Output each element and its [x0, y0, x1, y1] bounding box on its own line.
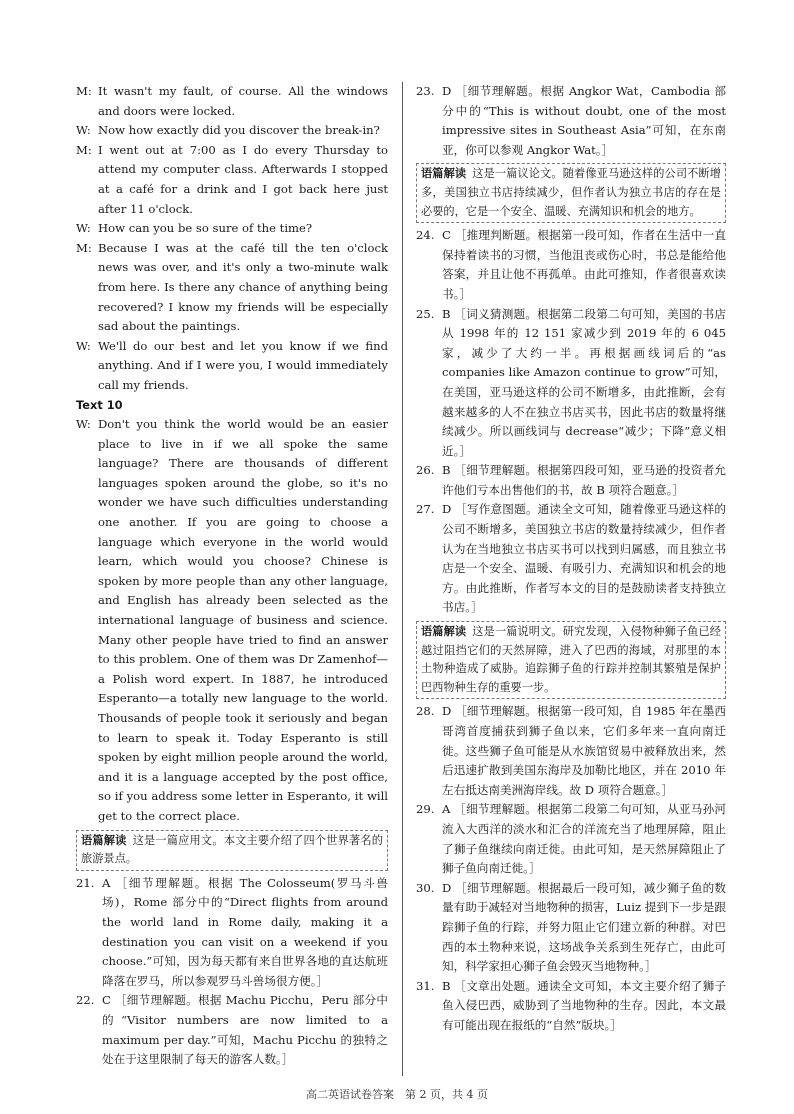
question-number: 21.	[76, 875, 95, 890]
speaker: W:	[76, 338, 91, 353]
dialogue-line	[76, 141, 388, 219]
question-number: 23.	[416, 84, 435, 98]
dialogue-line	[76, 82, 388, 121]
left-column	[76, 82, 388, 1070]
answer-explanation: A ［细节理解题。根据第二段第二句可知，从亚马孙河流入大西洋的淡水和汇合的洋流充当了地理屏障，阻止了狮子鱼继续向南迁徙。由此可知，是天然屏障阻止了狮子鱼向南迁徙。］	[442, 802, 726, 876]
passage-analysis-tag: 语篇解读	[81, 833, 127, 847]
answer-explanation: A ［细节理解题。根据 The Colosseum(罗马斗兽场)，Rome 部分中的“Direct flights from around the world land in Rome daily, making it a destination you can visit on a weekend if you choose.”可知，因为每天都有来自世界各地的直达航班降落在罗马，所以参观罗马斗兽场很方便。］	[102, 875, 388, 988]
answer-item	[416, 500, 726, 618]
question-number: 31.	[416, 978, 435, 993]
speaker: M:	[76, 84, 92, 98]
question-number: 24.	[416, 228, 435, 243]
text10-monologue	[76, 415, 388, 826]
passage-analysis-tag: 语篇解读	[421, 167, 467, 181]
monologue-text: Don't you think the world would be an easier place to live in if we all spoke the same language? There are thousands of different languages spoken around the globe, so it's no wonder we have such difficulties understanding one another. If you are going to choose a language which everyone in the world would learn, which would you choose? Chinese is spoken by more people than any other language, and English has already been selected as the international language of business and science. Many other people have tried to find an answer to this problem. One of them was Dr Zamenhof—a Polish word expert. In 1887, he introduced Esperanto—a totally new language to the world. Thousands of people took it seriously and began to learn to speak it. Today Esperanto is still spoken by eight million people around the world, and it is a language accepted by the post office, so if you address some letter in Esperanto, it will get to the correct place.	[98, 417, 388, 823]
passage-analysis-text: 这是一篇议论文。随着像亚马逊这样的公司不断增多，美国独立书店持续减少，但作者认为独立书店的存在是必要的，它是一个安全、温暖、充满知识和机会的地方。	[421, 167, 721, 218]
answer-explanation: B ［词义猜测题。根据第二段第二句可知，美国的书店从 1998 年的 12 151 家减少到 2019 年的 6 045 家，减少了大约一半。再根据画线词后的“as companies like Amazon continue to grow”可知，在美国，亚马逊这样的公司不断增多，由此推断，会有越来越多的人不在独立书店买书，因此书店的数量将继续减少。所以画线词与 decrease“减少；下降”意义相近。］	[442, 306, 726, 458]
passage-analysis-box	[76, 830, 388, 871]
page-footer: 高二英语试卷答案 第 2 页，共 4 页	[306, 1088, 488, 1101]
answer-explanation: C ［细节理解题。根据 Machu Picchu，Peru 部分中的“Visitor numbers are now limited to a maximum per day.”可知，Machu Picchu 的独特之处在于这里限制了每天的游客人数。］	[102, 993, 388, 1067]
answer-explanation: D ［细节理解题。根据 Angkor Wat，Cambodia 部分中的“This is without doubt, one of the most impressive sites in Southeast Asia”可知，在东南亚，你可以参观 Angkor Wat。］	[442, 84, 726, 157]
passage-analysis-box	[416, 621, 726, 699]
answer-explanation: D ［细节理解题。根据最后一段可知，减少狮子鱼的数量有助于减轻对当地物种的损害，Luiz 提到下一步是跟踪狮子鱼的行踪，并努力阻止它们建立新的种群。对巴西的本土物种来说，这场战争关系到生死存亡，由此可知，科学家担心狮子鱼会毁灭当地物种。］	[442, 880, 726, 974]
answer-item	[416, 305, 726, 462]
answer-explanation: D ［写作意图题。通读全文可知，随着像亚马逊这样的公司不断增多，美国独立书店的数量持续减少，但作者认为在当地独立书店买书可以找到归属感，而且独立书店是一个安全、温暖、有吸引力、充满知识和机会的地方。由此推断，作者写本文的目的是鼓励读者支持独立书店。］	[442, 502, 726, 615]
answer-item	[416, 226, 726, 304]
passage-analysis-box	[416, 163, 726, 223]
question-number: 22.	[76, 993, 95, 1008]
speaker: W:	[76, 417, 91, 432]
question-number: 29.	[416, 802, 435, 817]
speaker: M:	[76, 142, 92, 157]
question-number: 27.	[416, 502, 435, 517]
question-number: 25.	[416, 306, 435, 321]
answer-item	[416, 461, 726, 500]
speaker: M:	[76, 240, 92, 255]
answer-item	[416, 702, 726, 800]
column-divider	[402, 82, 403, 1076]
speaker: W:	[76, 221, 91, 236]
passage-analysis-tag: 语篇解读	[421, 625, 467, 639]
answer-item	[76, 991, 388, 1069]
speaker: W:	[76, 123, 91, 138]
answer-item	[76, 874, 388, 992]
question-number: 26.	[416, 463, 435, 478]
answer-explanation: B ［细节理解题。根据第四段可知，亚马逊的投资者允许他们亏本出售他们的书，故 B 项符合题意。］	[442, 463, 726, 497]
dialogue-line	[76, 239, 388, 337]
question-number: 30.	[416, 880, 435, 895]
dialogue-text: We'll do our best and let you know if we find anything. And if I were you, I would immediately call my friends.	[98, 338, 388, 392]
text10-heading: Text 10	[76, 397, 123, 412]
passage-analysis-text: 这是一篇应用文。本文主要介绍了四个世界著名的旅游景点。	[81, 833, 383, 866]
answer-item	[416, 879, 726, 977]
question-number: 28.	[416, 704, 435, 719]
dialogue-line	[76, 337, 388, 396]
answer-item	[416, 800, 726, 878]
answer-explanation: D ［细节理解题。根据第一段可知，自 1985 年在墨西哥湾首度捕获到狮子鱼以来，它们多年来一直向南迁徙。这些狮子鱼可能是从水族馆贸易中被释放出来，然后迅速扩散到美国东海岸及加勒比地区，并在 2010 年左右抵达南美洲海岸线。故 D 项符合题意。］	[442, 704, 726, 797]
answer-explanation: B ［文章出处题。通读全文可知，本文主要介绍了狮子鱼入侵巴西，威胁到了当地物种的生存。因此，本文最有可能出现在报纸的“自然”版块。］	[442, 978, 726, 1032]
answer-item	[416, 977, 726, 1036]
answer-explanation: C ［推理判断题。根据第一段可知，作者在生活中一直保持着读书的习惯，当他沮丧或伤心时，书总是能给他答案，并且让他不再孤单。由此可推知，作者很喜欢读书。］	[442, 228, 726, 301]
dialogue-line	[76, 121, 388, 141]
dialogue-text: I went out at 7:00 as I do every Thursday to attend my computer class. Afterwards I stopped at a café for a drink and I got back here just after 11 o'clock.	[98, 142, 388, 216]
dialogue-text: Now how exactly did you discover the break-in?	[98, 123, 380, 138]
dialogue-line	[76, 219, 388, 239]
dialogue-text: It wasn't my fault, of course. All the windows and doors were locked.	[98, 84, 388, 118]
dialogue-text: How can you be so sure of the time?	[98, 221, 313, 236]
passage-analysis-text: 这是一篇说明文。研究发现，入侵物种狮子鱼已经越过阻挡它们的天然屏障，进入了巴西的海域，对那里的本土物种造成了威胁。追踪狮子鱼的行踪并控制其繁殖是保护巴西物种生存的重要一步。	[421, 625, 721, 694]
right-column	[416, 82, 726, 1036]
answer-item	[416, 82, 726, 160]
dialogue-text: Because I was at the café till the ten o'clock news was over, and it's only a two-minute walk from here. Is there any chance of anything being recovered? I know my friends will be especially sad about the paintings.	[98, 240, 388, 334]
